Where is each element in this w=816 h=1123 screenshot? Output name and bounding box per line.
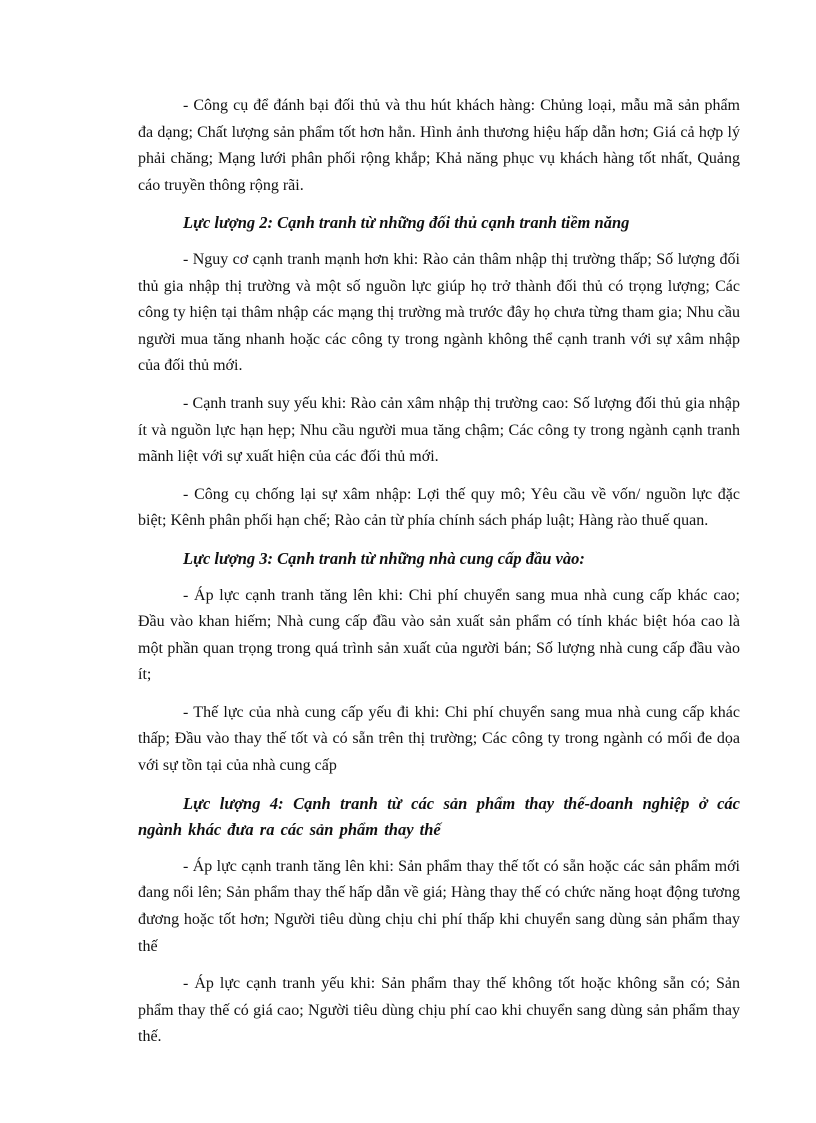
- paragraph-weaker-competition: - Cạnh tranh suy yếu khi: Rào cản xâm nhập thị trường cao: Số lượng đối thủ gia nhập ít và nguồn lực hạn hẹp; Nhu cầu người mua tăng chậm; Các công ty trong ngành cạnh tranh mãnh liệt với sự xuất hiện của các đối thủ mới.: [138, 394, 740, 466]
- heading-force-3: Lực lượng 3: Cạnh tranh từ những nhà cung cấp đầu vào:: [183, 548, 585, 568]
- paragraph-entry-barriers: - Công cụ chống lại sự xâm nhập: Lợi thế quy mô; Yêu cầu về vốn/ nguồn lực đặc biệt; Kênh phân phối hạn chế; Rào cản từ phía chính sách pháp luật; Hàng rào thuế quan.: [138, 485, 740, 530]
- paragraph-supplier-power-down: - Thế lực của nhà cung cấp yếu đi khi: Chi phí chuyển sang mua nhà cung cấp khác thấp; Đầu vào thay thế tốt và có sẵn trên thị trường; Các công ty trong ngành có mối đe dọa với sự tồn tại của nhà cung cấp: [138, 703, 740, 775]
- paragraph-competitive-tools: - Công cụ để đánh bại đối thủ và thu hút khách hàng: Chủng loại, mẫu mã sản phẩm đa dạng; Chất lượng sản phẩm tốt hơn hẳn. Hình ảnh thương hiệu hấp dẫn hơn; Giá cả hợp lý phải chăng; Mạng lưới phân phối rộng khắp; Khả năng phục vụ khách hàng tốt nhất, Quảng cáo truyền thông rộng rãi.: [138, 97, 740, 194]
- heading-force-2: Lực lượng 2: Cạnh tranh từ những đối thủ cạnh tranh tiềm năng: [183, 213, 630, 233]
- paragraph-supplier-pressure-up: - Áp lực cạnh tranh tăng lên khi: Chi phí chuyển sang mua nhà cung cấp khác cao; Đầu vào khan hiếm; Nhà cung cấp đầu vào sản xuất sản phẩm có tính khác biệt hóa cao là một phần quan trọng trong quá trình sản xuất của người bán; Số lượng nhà cung cấp đầu vào ít;: [138, 586, 740, 684]
- paragraph-stronger-competition: - Nguy cơ cạnh tranh mạnh hơn khi: Rào cản thâm nhập thị trường thấp; Số lượng đối thủ gia nhập thị trường và một số nguồn lực giúp họ trở thành đối thủ có trọng lượng; Các công ty hiện tại thâm nhập các mạng thị trường mà trước đây họ chưa từng tham gia; Nhu cầu người mua tăng nhanh hoặc các công ty trong ngành không thể cạnh tranh với sự xâm nhập của đối thủ mới.: [138, 250, 740, 375]
- paragraph-substitute-pressure-down: - Áp lực cạnh tranh yếu khi: Sản phẩm thay thế không tốt hoặc không sẵn có; Sản phẩm thay thế có giá cao; Người tiêu dùng chịu phí cao khi chuyển sang dùng sản phẩm thay thế.: [138, 975, 740, 1046]
- heading-force-4: Lực lượng 4: Cạnh tranh từ các sản phẩm thay thế-doanh nghiệp ở các ngành khác đưa ra các sản phẩm thay thế: [138, 793, 740, 840]
- document-body: [138, 93, 740, 1062]
- paragraph-substitute-pressure-up: - Áp lực cạnh tranh tăng lên khi: Sản phẩm thay thế tốt có sẵn hoặc các sản phẩm mới đang nổi lên; Sản phẩm thay thế hấp dẫn về giá; Hàng thay thế có chức năng hoạt động tương đương hoặc tốt hơn; Người tiêu dùng chịu chi phí thấp khi chuyển sang dùng sản phẩm thay thế: [138, 857, 740, 955]
